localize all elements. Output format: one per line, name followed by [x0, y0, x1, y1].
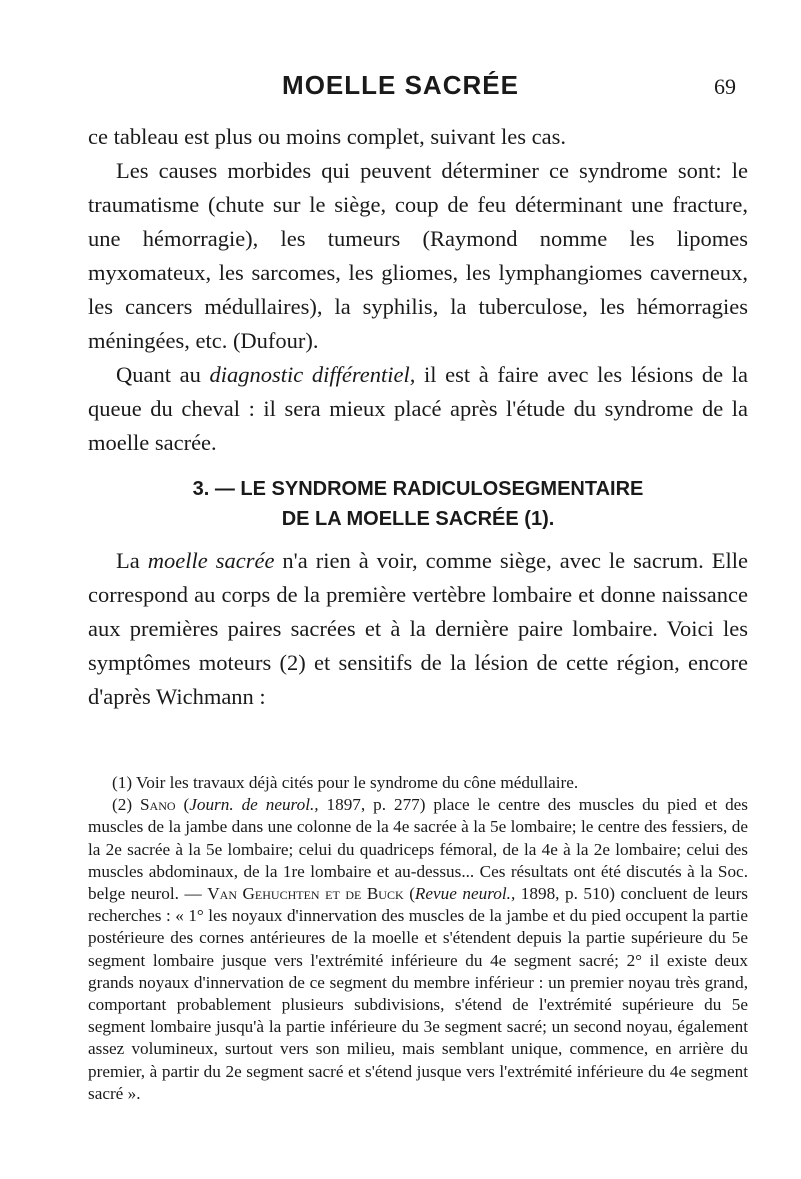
paragraph-diagnostic [88, 358, 748, 460]
text-fragment: 1897, p. 277) place le centre des muscles du pied et des muscles de la jambe dans une colonne de la 4e sacrée à la 5e lombaire; le centre des fessiers, de la 2e sacrée à la 5e lombaire; celui du quadriceps fémoral, de la 4e à la 2e lombaire; celui des muscles abdominaux, de la 1re lombaire et au-dessus... Ces résultats ont été discutés à la Soc. belge neurol. — [88, 795, 748, 904]
journal-title: Revue neurol., [414, 884, 516, 904]
author-name: Van Gehuchten et de Buck [207, 884, 404, 904]
paragraph-continuation: ce tableau est plus ou moins complet, suivant les cas. [88, 124, 567, 149]
text-fragment: 1898, p. 510) concluent de leurs recherches : « 1° les noyaux d'innervation des muscles de la jambe et du pied occupent la partie postérieure des cornes antérieures de la moelle et s'étendent depuis la partie supérieure du 5e segment lombaire jusque vers l'extrémité inférieure du 4e segment sacré; 2° il existe deux grands noyaux d'innervation de ce segment du membre inférieur : un premier noyau très grand, comportant probablement plusieurs subdivisions, s'étend de l'extrémité supérieure du 5e segment lombaire jusqu'à la partie inférieure du 3e segment sacré; un second noyau, également assez volumineux, surtout vers son milieu, mais semblant unique, commence, en arrière du premier, à partir du 2e segment sacré et s'étend jusque vers l'extrémité inférieure du 4e segment sacré ». [88, 884, 748, 1103]
paragraph-moelle-sacree [88, 544, 748, 714]
text-fragment: ( [175, 795, 190, 815]
page-header [0, 68, 801, 104]
footnote-2 [88, 794, 748, 1105]
text-fragment: Quant au [116, 362, 210, 387]
footnotes [88, 772, 748, 1105]
text-fragment: il est à faire avec les lésions de la queue du cheval : il sera mieux placé après l'étude du syndrome de la moelle sacrée. [88, 362, 748, 455]
main-text [88, 120, 748, 714]
page-number: 69 [714, 74, 736, 99]
footnote-1: (1) Voir les travaux déjà cités pour le syndrome du cône médullaire. [112, 773, 579, 792]
running-title: MOELLE SACRÉE [282, 70, 519, 100]
journal-title: Journ. de neurol., [189, 795, 319, 815]
text-fragment: La [116, 548, 148, 573]
paragraph-causes: Les causes morbides qui peuvent déterminer ce syndrome sont: le traumatisme (chute sur le siège, coup de feu déterminant une fracture, une hémorragie), les tumeurs (Raymond nomme les lipomes myxomateux, les sarcomes, les gliomes, les lymphangiomes caverneux, les cancers médullaires), la syphilis, la tuberculose, les hémorragies méningées, etc. (Dufour). [88, 158, 748, 353]
italic-term: diagnostic différentiel, [209, 362, 416, 387]
text-fragment: (2) [112, 795, 140, 815]
section-heading [88, 474, 748, 534]
text-fragment: n'a rien à voir, comme siège, avec le sacrum. Elle correspond au corps de la première vertèbre lombaire et donne naissance aux premières paires sacrées et à la dernière paire lombaire. Voici les symptômes moteurs (2) et sensitifs de la lésion de cette région, encore d'après Wichmann : [88, 548, 748, 709]
italic-term: moelle sacrée [147, 548, 275, 573]
heading-line-1: 3. — LE SYNDROME RADICULOSEGMENTAIRE [192, 478, 644, 500]
text-fragment: ( [403, 884, 415, 904]
author-name: Sano [140, 795, 176, 815]
heading-line-2: DE LA MOELLE SACRÉE (1). [281, 508, 555, 530]
